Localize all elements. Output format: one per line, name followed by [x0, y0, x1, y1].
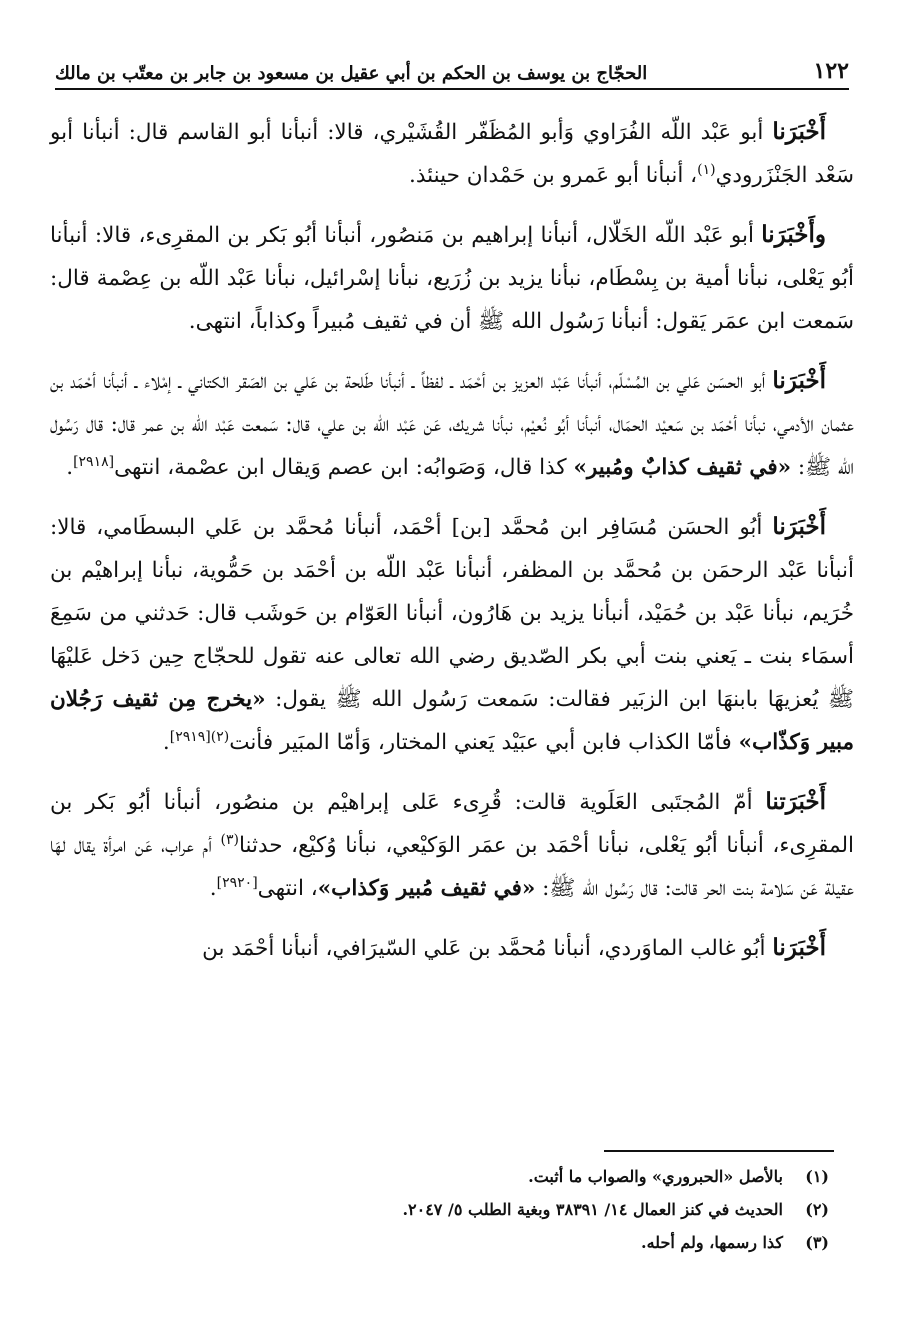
paragraph-text: فأمّا الكذاب فابن أبي عبَيْد يَعني المختار، وَأمّا المبَير فأنت [229, 730, 739, 755]
paragraph-1 [50, 110, 854, 197]
paragraph-text: كذا قال، وَصَوابُه: ابن عصم وَيقال ابن عصْمة، انتهى [114, 455, 574, 480]
footnote-item [60, 1193, 829, 1226]
paragraph-lead: أَخْبَرَتنا [765, 788, 826, 815]
paragraph-text: أمّ المُجتَبى العَلَوية قالت: قُرِىء عَلى إبراهيْم بن منصُور، أنبأنا أبُو بَكر بن المقرِىء، أنبأنا أبُو يَعْلى، نبأنا أحْمَد بن عمَر الوَكيْعي، نبأنا وُكيْع، حدثنا [50, 790, 854, 858]
hadith-quote: «في ثقيف مُبير وَكذاب» [317, 876, 536, 901]
footnote-text: كذا رسمها، ولم أحله. [641, 1233, 783, 1252]
paragraph-text: . [66, 455, 74, 480]
paragraph-text: أبُو غالب الماوَردي، أنبأنا مُحمَّد بن عَلي السّيرَافي، أنبأنا أحْمَد بن [202, 936, 773, 961]
paragraph-6 [50, 926, 854, 970]
footnotes [60, 1160, 829, 1259]
hadith-number: [٢٩١٩] [169, 728, 211, 745]
footnote-text: بالأصل «الحبروري» والصواب ما أثبت. [528, 1167, 783, 1186]
page-number: ١٢٢ [813, 58, 849, 84]
hadith-number: [٢٩٢٠] [216, 874, 258, 891]
paragraph-text: . [162, 730, 170, 755]
hadith-quote: «يخرج مِن ثقيف رَجُلان مبير وَكذّاب» [50, 687, 854, 755]
running-head: الحجّاج بن يوسف بن الحكم بن أبي عقيل بن مسعود بن جابر بن معتّب بن مالك [55, 63, 648, 84]
paragraph-lead: وأَخْبَرَنا [761, 221, 826, 248]
paragraph-lead: أَخْبَرَنا [772, 367, 826, 394]
footnote-ref[interactable]: (١) [697, 161, 716, 178]
paragraph-text: أم عراب، عَن امرأة يقال لهَا عقيلة عَن سَلامة بنت الحر قالت: قال رَسُول الله ﷺ: [50, 833, 854, 901]
paragraph-4 [50, 505, 854, 764]
page-header [55, 50, 849, 90]
paragraph-2 [50, 213, 854, 343]
hadith-quote: «في ثقيف كذابٌ ومُبير» [573, 455, 792, 480]
paragraph-5 [50, 780, 854, 910]
paragraph-text: أبُو الحسَن مُسَافِر ابن مُحمَّد [بن] أحْمَد، أنبأنا مُحمَّد بن عَلي البسطَامي، قالا: أنبأنا عَبْد الرحمَن بن مُحمَّد بن المظفر، أنبأنا عَبْد اللّه بن أحْمَد بن حَمُّوية، نبأنا إبراهيْم بن خُرَيم، نبأنا عَبْد بن حُمَيْد، أنبأنا يزيد بن هَارُون، أنبأنا العَوّام بن حَوشَب قال: حَدثني من سَمِعَ أسمَاء بنت ـ يَعني بنت أبي بكر الصّديق رضي الله تعالى عنه تقول للحجّاج حِين دَخل عَليْهَا ﷺ يُعزيهَا بابنهَا ابن الزبَير فقالت: سَمعت رَسُول الله ﷺ يقول: [50, 515, 854, 712]
main-text [50, 110, 854, 986]
paragraph-lead: أَخْبَرَنا [772, 513, 826, 540]
paragraph-text: ، أنبأنا أبو عَمرو بن حَمْدان حينئذ. [409, 163, 698, 188]
footnote-ref[interactable]: (٣) [220, 831, 239, 848]
paragraph-text: أبو عَبْد اللّه الخَلّال، أنبأنا إبراهيم بن مَنصُور، أنبأنا أبُو بَكر بن المقرِىء، قالا: أنبأنا أبُو يَعْلى، نبأنا أمية بن بِسْطَام، نبأنا يزيد بن زُرَيع، نبأنا إسْرائيل، نبأنا عَبْد اللّه بن عِصْمة قال: سَمعت ابن عمَر يَقول: أنبأنا رَسُول الله ﷺ أن في ثقيف مُبيراً وكذاباً، انتهى. [50, 223, 854, 334]
paragraph-lead: أَخْبَرَنا [772, 934, 826, 961]
paragraph-text: . [209, 876, 217, 901]
paragraph-text: أبو عَبْد اللّه الفُرَاوي وَأبو المُظَفّر القُشَيْري، قالا: أنبأنا أبو القاسم قال: أنبأنا أبو سَعْد الجَنْزَرودي [50, 120, 854, 188]
hadith-number: [٢٩١٨] [73, 453, 115, 470]
footnote-ref[interactable]: (٢) [210, 728, 230, 745]
footnote-item [60, 1160, 829, 1193]
footnote-divider [604, 1150, 834, 1152]
footnote-item [60, 1226, 829, 1259]
paragraph-text: ، انتهى [257, 876, 318, 901]
footnote-number: (١) [805, 1167, 829, 1186]
footnote-text: الحديث في كنز العمال ١٤/ ٣٨٣٩١ وبغية الطلب ٥/ ٢٠٤٧. [402, 1200, 783, 1219]
paragraph-3 [50, 359, 854, 489]
footnote-number: (٢) [805, 1200, 829, 1219]
footnote-number: (٣) [805, 1233, 829, 1252]
paragraph-text: أبو الحسَن عَلي بن المُسْلّم، أنبأنا عَبْد العزيز بن أحْمَد ـ لفظاً ـ أنبأنا طَلحة بن عَلي بن الصَقر الكتاني ـ إمْلاء ـ أنبأنا أحْمَد بن عثمان الأدمي، نبأنا أحْمَد بن سَعيْد الحمَال، أنبأنا أبُو نُعيْم، نبأنا شريك، عَن عَبْد اللّه بن علي، قال: سَمعت عَبْد اللّه بن عمر قال: قال رَسُول الله ﷺ: [50, 369, 854, 480]
paragraph-lead: أَخْبَرَنا [772, 118, 826, 145]
